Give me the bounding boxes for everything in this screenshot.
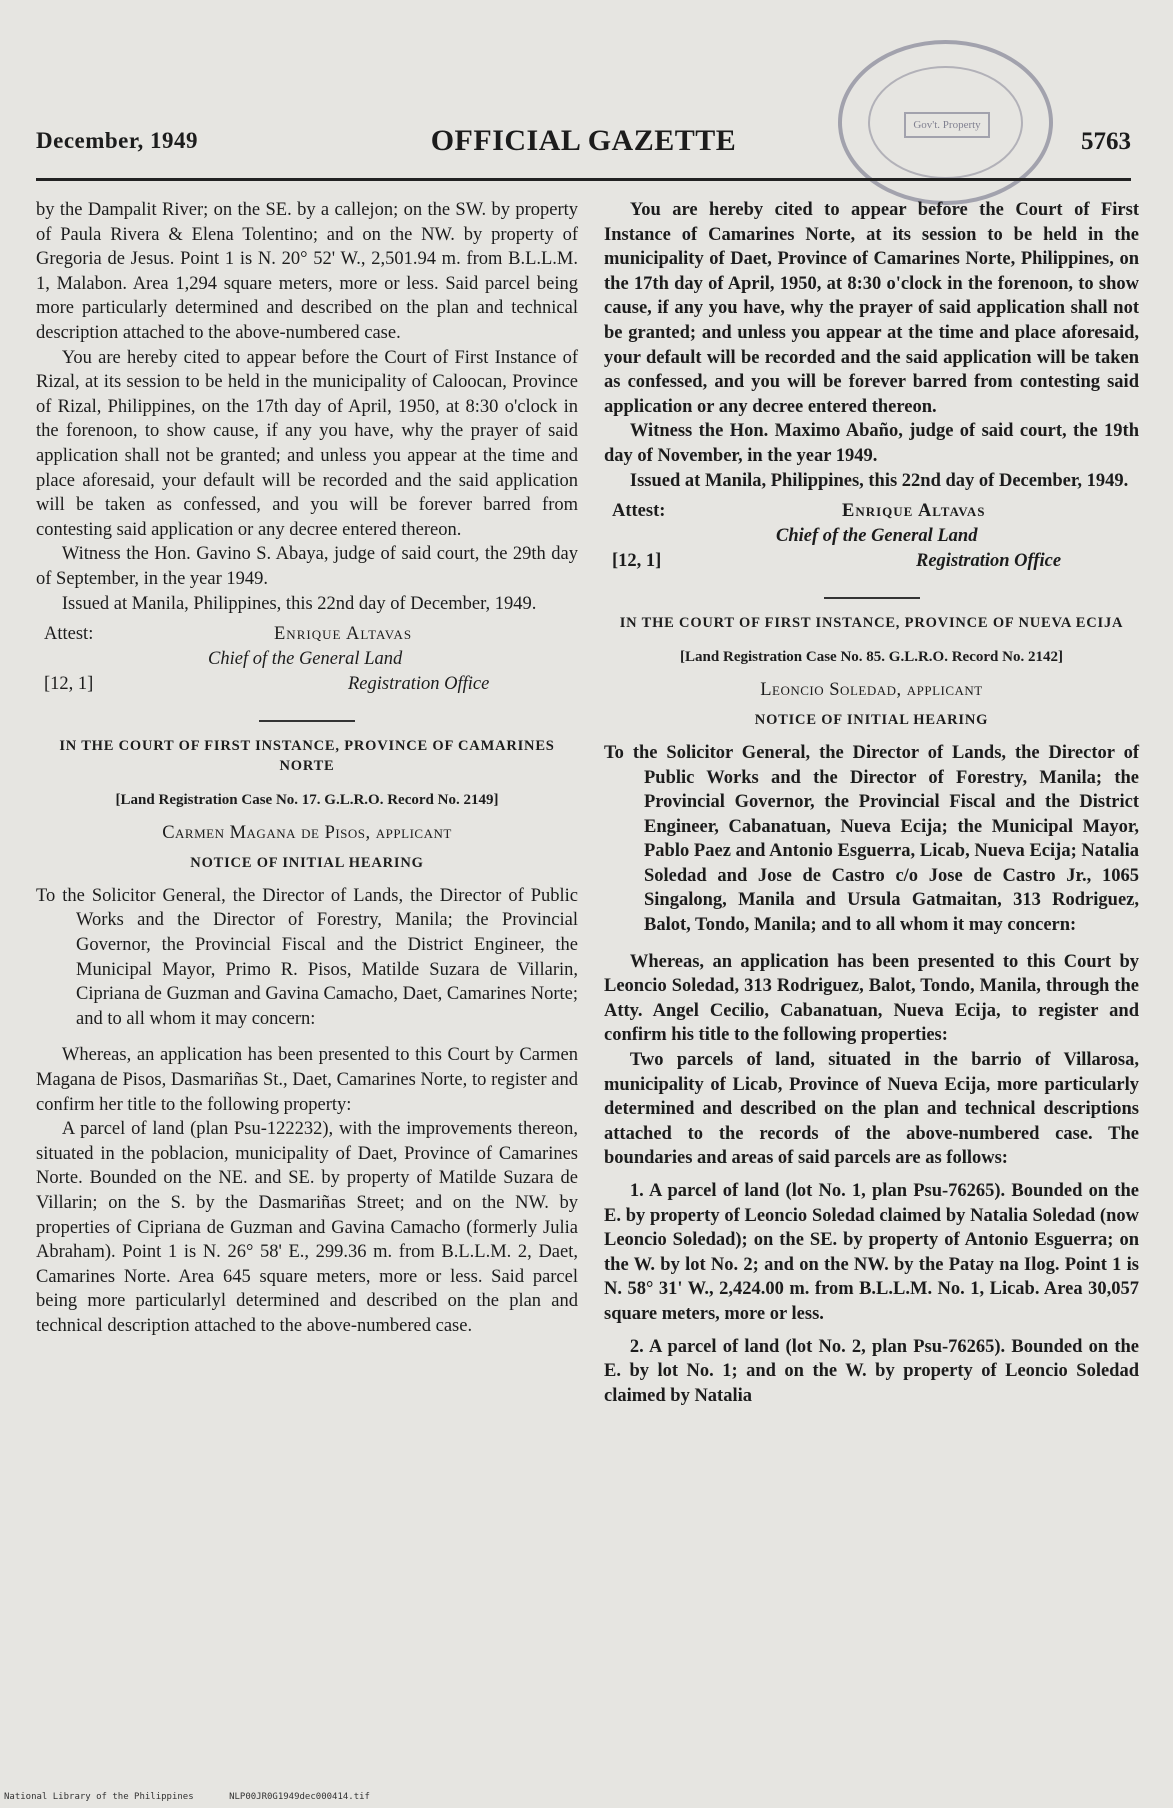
applicant-line: Carmen Magana de Pisos, applicant — [162, 822, 452, 843]
stamp-label: Gov't. Property — [904, 112, 990, 138]
court-heading: IN THE COURT OF FIRST INSTANCE, PROVINCE OF NUEVA ECIJA — [619, 615, 1124, 632]
attest-code: [12, 1] — [44, 674, 94, 695]
attest-block — [604, 499, 1139, 575]
attest-label: Attest: — [612, 501, 666, 522]
notice-heading: NOTICE OF INITIAL HEARING — [754, 712, 989, 729]
paragraph: Issued at Manila, Philippines, this 22nd day of December, 1949. — [629, 470, 1129, 491]
notice-heading: NOTICE OF INITIAL HEARING — [190, 855, 424, 872]
paragraph: Two parcels of land, situated in the barrio of Villarosa, municipality of Licab, Province of Nueva Ecija, more particularly determined and described on the plan and technical descriptions attached to the records of the above-numbered case. The boundaries and areas of said parcels are as follows: — [604, 1050, 1139, 1169]
attest-title-line2: Registration Office — [916, 551, 1062, 572]
attest-name: Enrique Altavas — [842, 501, 986, 522]
paragraph: 2. A parcel of land (lot No. 2, plan Psu-76265). Bounded on the E. by lot No. 1; and on the W. by property of Leoncio Soledad claimed by Natalia — [604, 1336, 1139, 1406]
attest-code: [12, 1] — [612, 551, 662, 572]
attest-name: Enrique Altavas — [274, 624, 413, 645]
court-heading: IN THE COURT OF FIRST INSTANCE, PROVINCE OF CAMARINES NORTE — [59, 738, 555, 775]
paragraph: Witness the Hon. Maximo Abaño, judge of said court, the 19th day of November, in the year 1949. — [604, 421, 1139, 466]
address-paragraph: To the Solicitor General, the Director of Lands, the Director of Public Works and the Director of Forestry, Manila; the Provincial Governor, the Provincial Fiscal and the District Engineer, the Municipal Mayor, Primo R. Pisos, Matilde Suzara de Villarin, Cipriana de Guzman and Gavina Camacho, Daet, Camarines Norte; and to all whom it may concern: — [36, 885, 578, 1029]
attest-block — [36, 622, 578, 698]
header-page-number: 5763 — [1081, 128, 1131, 155]
left-column — [36, 198, 578, 1339]
address-paragraph: To the Solicitor General, the Director of Lands, the Director of Public Works and the Director of Forestry, Manila; the Provincial Governor, the Provincial Fiscal and the District Engineer, Cabanatuan, Nueva Ecija; the Municipal Mayor, Pablo Paez and Antonio Esguerra, Licab, Nueva Ecija; Natalia Soledad and Jose de Castro c/o Jose de Castro Jr., 1065 Singalong, Manila and Ursula Gatmaitan, 313 Rodriguez, Balot, Tondo, Manila; and to all whom it may concern: — [604, 742, 1139, 936]
paragraph: You are hereby cited to appear before the Court of First Instance of Camarines Norte, at its session to be held in the municipality of Daet, Province of Camarines Norte, Philippines, on the 17th day of April, 1950, at 8:30 o'clock in the forenoon, to show cause, if any you have, why the prayer of said application shall not be granted; and unless you appear at the time and place aforesaid, your default will be recorded and the said application will be taken as confessed, and you will be forever barred from contesting said application or any decree entered thereon. — [604, 200, 1139, 417]
attest-title-line1: Chief of the General Land — [776, 526, 978, 547]
paragraph: Issued at Manila, Philippines, this 22nd day of December, 1949. — [61, 593, 537, 614]
paragraph: A parcel of land (plan Psu-122232), with the improvements thereon, situated in the poblacion, municipality of Daet, Province of Camarines Norte. Bounded on the NE. and SE. by property of Matilde Suzara de Villarin; on the S. by the Dasmariñas Street; and on the NW. by properties of Cipriana de Guzman and Gavina Camacho (formerly Julia Abraham). Point 1 is N. 26° 58' E., 299.36 m. from B.L.L.M. 2, Daet, Camarines Norte. Area 645 square meters, more or less. Said parcel being more particularlyl determined and described on the plan and technical description attached to the above-numbered case. — [36, 1119, 578, 1336]
case-line: [Land Registration Case No. 17. G.L.R.O. Record No. 2149] — [115, 792, 499, 809]
section-divider — [824, 597, 920, 599]
footer-library: National Library of the Philippines — [4, 1792, 194, 1802]
paragraph: by the Dampalit River; on the SE. by a callejon; on the SW. by property of Paula Rivera & Elena Tolentino; and on the NW. by property of Gregoria de Jesus. Point 1 is N. 20° 52' W., 2,501.94 m. from B.L.L.M. 1, Malabon. Area 1,294 square meters, more or less. Said parcel being more particularly determined and described on the plan and technical description attached to the above-numbered case. — [36, 200, 578, 343]
scan-footer — [4, 1792, 370, 1802]
right-column — [604, 198, 1139, 1408]
header-rule — [36, 178, 1131, 181]
header-title: OFFICIAL GAZETTE — [430, 124, 737, 157]
case-line: [Land Registration Case No. 85. G.L.R.O. Record No. 2142] — [680, 649, 1063, 666]
applicant-line: Leoncio Soledad, applicant — [760, 679, 983, 700]
paragraph: Whereas, an application has been presented to this Court by Carmen Magana de Pisos, Dasmariñas St., Daet, Camarines Norte, to register and confirm her title to the following property: — [36, 1045, 578, 1115]
footer-filename: NLP00JR0G1949dec000414.tif — [229, 1792, 370, 1802]
paragraph: 1. A parcel of land (lot No. 1, plan Psu-76265). Bounded on the E. by property of Leoncio Soledad claimed by Natalia Soledad (now Leoncio Soledad); on the SE. by property of Antonio Esguerra; on the W. by lot No. 2; and on the NW. by the Patay na Ilog. Point 1 is N. 58° 31' W., 2,424.00 m. from B.L.L.M. No. 1, Licab. Area 30,057 square meters, more or less. — [604, 1181, 1139, 1324]
paragraph: Witness the Hon. Gavino S. Abaya, judge of said court, the 29th day of September, in the year 1949. — [36, 544, 578, 589]
attest-label: Attest: — [44, 624, 94, 645]
attest-title-line1: Chief of the General Land — [208, 649, 403, 670]
header-date: December, 1949 — [36, 128, 198, 153]
section-divider — [259, 720, 355, 722]
attest-title-line2: Registration Office — [348, 674, 490, 695]
paragraph: You are hereby cited to appear before the Court of First Instance of Rizal, at its session to be held in the municipality of Caloocan, Province of Rizal, Philippines, on the 17th day of April, 1950, at 8:30 o'clock in the forenoon, to show cause, if any you have, why the prayer of said application shall not be granted; and unless you appear at the time and place aforesaid, your default will be recorded and the said application will be taken as confessed, and you will be forever barred from contesting said application or any decree entered thereon. — [36, 347, 578, 540]
paragraph: Whereas, an application has been presented to this Court by Leoncio Soledad, 313 Rodriguez, Balot, Tondo, Manila, through the Atty. Angel Cecilio, Cabanatuan, Nueva Ecija, to register and confirm his title to the following properties: — [604, 951, 1139, 1046]
